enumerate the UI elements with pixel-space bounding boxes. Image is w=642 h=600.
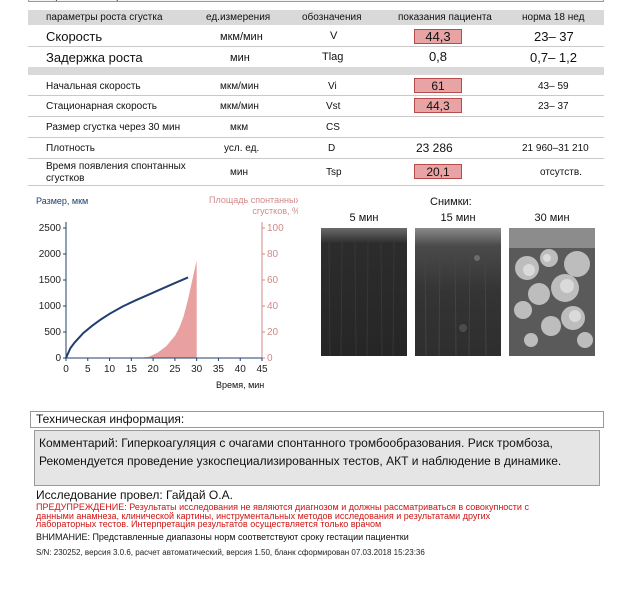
param-symbol: V	[330, 30, 338, 42]
norm-value: отсутств.	[540, 167, 582, 178]
y-left-tick-label: 2500	[38, 223, 61, 234]
warning-line-3: лабораторных тестов. Интерпретация результатов осуществляется только врачом	[36, 519, 382, 529]
snapshots-title: Снимки:	[430, 196, 472, 208]
snapshot-label-5: 5 мин	[349, 212, 379, 224]
param-name: Задержка роста	[46, 50, 143, 65]
y-right-tick-label: 20	[267, 327, 279, 338]
chart-xlabel: Время, мин	[216, 380, 265, 390]
param-name: Начальная скорость	[46, 81, 141, 92]
norm-value: 43– 59	[538, 81, 569, 92]
chart-layer	[39, 222, 284, 375]
table-row	[28, 138, 604, 159]
y-right-tick-label: 100	[267, 223, 284, 234]
param-symbol: CS	[326, 122, 340, 133]
param-name: Стационарная скорость	[46, 101, 158, 112]
x-tick-label: 40	[234, 364, 246, 375]
param-symbol: Tsp	[326, 167, 342, 178]
comment-line-2: Рекомендуется проведение узкоспециализированных тестов, АКТ и наблюдение в динамике.	[39, 454, 562, 468]
param-name-cont: сгустков	[46, 173, 85, 184]
param-unit: мкм/мин	[220, 101, 259, 112]
y-right-tick-label: 80	[267, 249, 279, 260]
col-unit: ед.измерения	[206, 12, 271, 23]
x-tick-label: 45	[256, 364, 268, 375]
x-tick-label: 25	[169, 364, 181, 375]
y-right-tick-label: 60	[267, 275, 279, 286]
x-tick-label: 20	[147, 364, 159, 375]
param-symbol: Vst	[326, 101, 341, 112]
x-tick-label: 35	[212, 364, 225, 375]
chart-ylabel-right-wrap	[178, 195, 298, 223]
serial-info: S/N: 230252, версия 3.0.6, расчет автоматический, версия 1.50, бланк сформирован 07.03.2018 15:23:36	[36, 548, 425, 557]
col-symbol: обозначения	[302, 12, 362, 23]
y-left-tick-label: 500	[44, 327, 61, 338]
section-header	[28, 0, 604, 2]
y-right-tick-label: 0	[267, 353, 273, 364]
patient-value: 61	[414, 78, 462, 93]
param-unit: мин	[230, 167, 248, 178]
warning-line-2: данными анамнеза, клинической картины, инструментальных методов исследования и результатами других	[36, 510, 491, 521]
y-left-tick-label: 1000	[38, 301, 61, 312]
patient-value: 23 286	[416, 141, 453, 155]
patient-value: 44,3	[414, 98, 462, 113]
table-row	[28, 159, 604, 186]
col-param: параметры роста сгустка	[46, 12, 163, 23]
x-tick-label: 30	[191, 364, 203, 375]
x-tick-label: 15	[125, 364, 137, 375]
snapshot-image-5min	[321, 228, 407, 356]
norm-value: 23– 37	[534, 29, 574, 44]
param-unit: мкм/мин	[220, 31, 263, 43]
clot-growth-chart	[28, 192, 298, 397]
param-unit: мкм	[230, 122, 249, 133]
table-row	[28, 47, 604, 68]
param-name: Время появления спонтанных	[46, 161, 186, 172]
snapshot-image-15min	[415, 228, 501, 356]
chart-ylabel-right: Площадь спонтанных сгустков, %	[209, 195, 298, 216]
researcher: Исследование провел: Гайдай О.А.	[36, 488, 233, 502]
divider	[28, 67, 604, 75]
y-right-tick-label: 40	[267, 301, 279, 312]
snapshot-label-15: 15 мин	[440, 212, 476, 224]
x-tick-label: 5	[84, 364, 91, 375]
param-unit: мкм/мин	[220, 81, 259, 92]
snapshot-label-30: 30 мин	[534, 212, 570, 224]
table-row	[28, 96, 604, 117]
comment-box	[34, 430, 600, 486]
norm-value: 21 960–31 210	[522, 143, 589, 154]
warning-line-1: ПРЕДУПРЕЖДЕНИЕ: Результаты исследования не являются диагнозом и должны рассматриваться в совокупности с	[36, 502, 529, 512]
norm-value: 23– 37	[538, 101, 569, 112]
table-row	[28, 76, 604, 96]
chart-ylabel-left: Размер, мкм	[36, 196, 89, 206]
param-symbol: Vi	[328, 81, 337, 92]
col-value: показания пациента	[398, 12, 492, 23]
y-left-tick-label: 2000	[38, 249, 61, 260]
patient-value: 20,1	[414, 164, 462, 179]
patient-value: 44,3	[414, 29, 462, 44]
patient-value: 0,8	[428, 49, 448, 64]
param-name: Плотность	[46, 143, 95, 154]
warning-text	[36, 503, 591, 529]
param-symbol: D	[328, 143, 336, 154]
param-name: Размер сгустка через 30 мин	[46, 122, 181, 133]
spontaneous-clot-area	[66, 261, 197, 359]
tech-info-title: Техническая информация:	[30, 411, 604, 428]
table-row	[28, 26, 604, 47]
table-row	[28, 117, 604, 138]
col-norm: норма 18 нед	[522, 12, 585, 23]
x-tick-label: 0	[63, 364, 69, 375]
y-left-tick-label: 0	[55, 353, 61, 364]
x-tick-label: 10	[103, 364, 116, 375]
param-unit: мин	[230, 52, 250, 64]
param-symbol: Tlag	[322, 51, 344, 63]
norm-value: 0,7– 1,2	[530, 50, 577, 65]
comment-line-1: Комментарий: Гиперкоагуляция с очагами спонтанного тромбообразования. Риск тромбоза,	[39, 436, 553, 450]
table-header	[28, 10, 604, 25]
snapshot-image-30min	[509, 228, 595, 356]
y-left-tick-label: 1500	[38, 275, 61, 286]
notice-text: ВНИМАНИЕ: Представленные диапазоны норм соответствуют сроку гестации пациентки	[36, 532, 409, 542]
param-unit: усл. ед.	[224, 143, 260, 154]
chart-svg	[28, 192, 298, 397]
param-name: Скорость	[46, 29, 103, 44]
